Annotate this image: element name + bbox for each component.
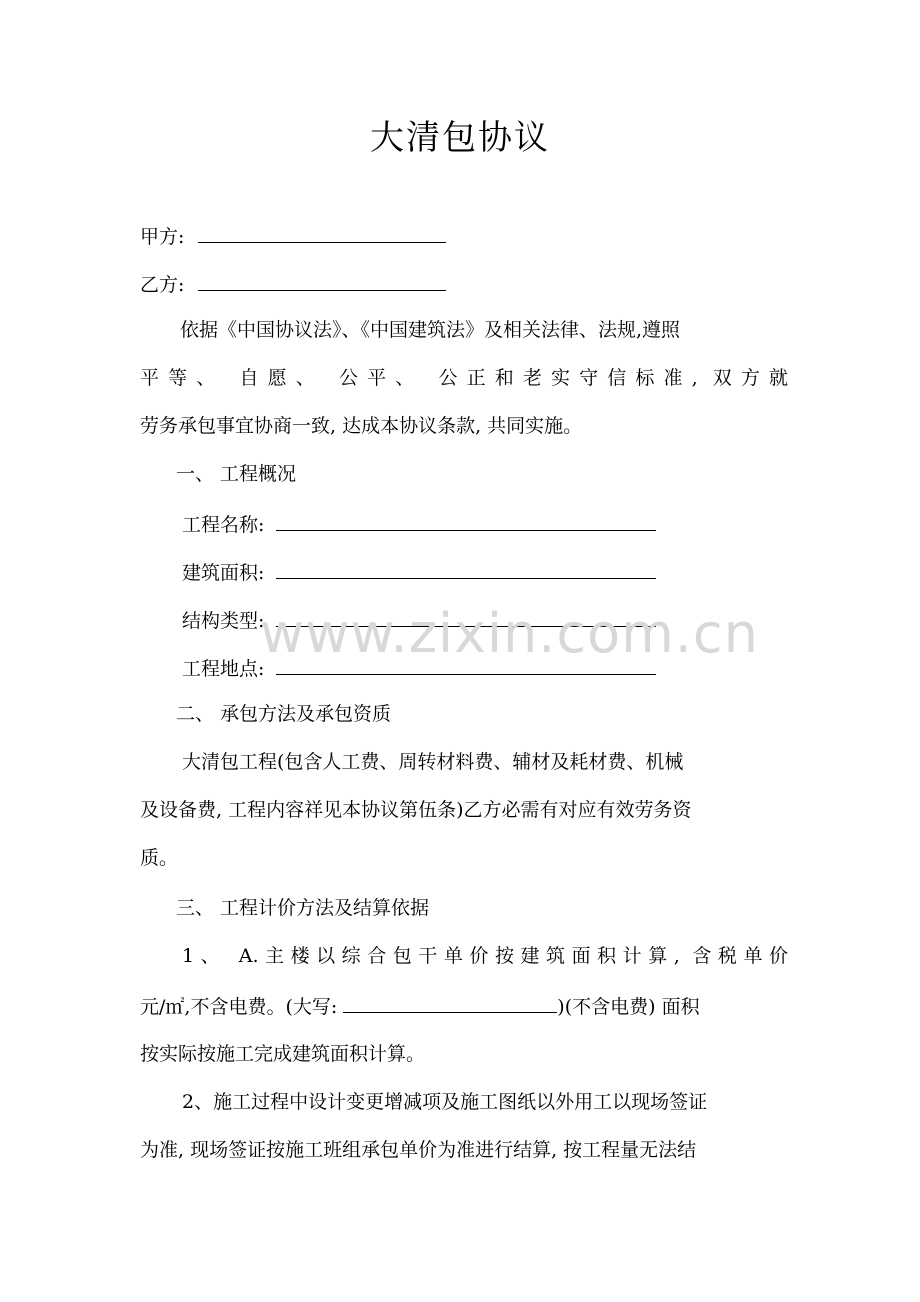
building-area-label: 建筑面积: (182, 562, 265, 584)
watermark: www.zixin.com.cn (260, 602, 759, 665)
structure-type-row (182, 604, 656, 635)
building-area-row (182, 556, 656, 587)
party-b-label: 乙方: (140, 274, 185, 296)
party-b-row (140, 268, 446, 299)
project-location-label: 工程地点: (182, 658, 265, 680)
section-2-line-3: 质。 (140, 847, 179, 869)
project-location-row (182, 652, 656, 683)
section-3-heading: 三、 工程计价方法及结算依据 (176, 897, 430, 919)
project-name-row (182, 508, 656, 539)
intro-line-1: 依据《中国协议法》、《中国建筑法》及相关法律、法规,遵照 (180, 319, 681, 341)
project-name-blank (276, 508, 656, 531)
party-a-label: 甲方: (140, 226, 185, 248)
intro-line-3: 劳务承包事宜协商一致, 达成本协议条款, 共同实施。 (140, 415, 583, 437)
price-text-before: 元/㎡,不含电费。(大写: (140, 996, 344, 1018)
section-3-item-2-line-1: 2、施工过程中设计变更增减项及施工图纸以外用工以现场签证 (182, 1091, 708, 1113)
project-location-blank (276, 652, 656, 675)
price-text-after: )(不含电费) 面积 (557, 996, 700, 1018)
section-3-item-2-line-2: 为准, 现场签证按施工班组承包单价为准进行结算, 按工程量无法结 (140, 1139, 697, 1161)
price-uppercase-blank (343, 990, 557, 1013)
section-2-heading: 二、 承包方法及承包资质 (176, 703, 392, 725)
party-a-row (140, 220, 446, 251)
section-1-heading: 一、 工程概况 (176, 463, 297, 485)
project-name-label: 工程名称: (182, 514, 265, 536)
party-b-blank (198, 268, 446, 291)
section-3-item-1-line-3: 按实际按施工完成建筑面积计算。 (140, 1043, 426, 1065)
section-3-item-1-line-1: 1、 A.主楼以综合包干单价按建筑面积计算, 含税单价 (182, 945, 788, 967)
party-a-blank (198, 220, 446, 243)
section-2-line-2: 及设备费, 工程内容祥见本协议第伍条)乙方必需有对应有效劳务资 (140, 799, 692, 821)
section-2-line-1: 大清包工程(包含人工费、周转材料费、辅材及耗材费、机械 (182, 751, 684, 773)
document-title: 大清包协议 (370, 118, 550, 158)
structure-type-label: 结构类型: (182, 610, 265, 632)
section-3-item-1-line-2 (140, 990, 700, 1021)
building-area-blank (276, 556, 656, 579)
intro-line-2: 平等、 自愿、 公平、 公正和老实守信标准, 双方就 (140, 367, 788, 389)
structure-type-blank (276, 604, 656, 627)
